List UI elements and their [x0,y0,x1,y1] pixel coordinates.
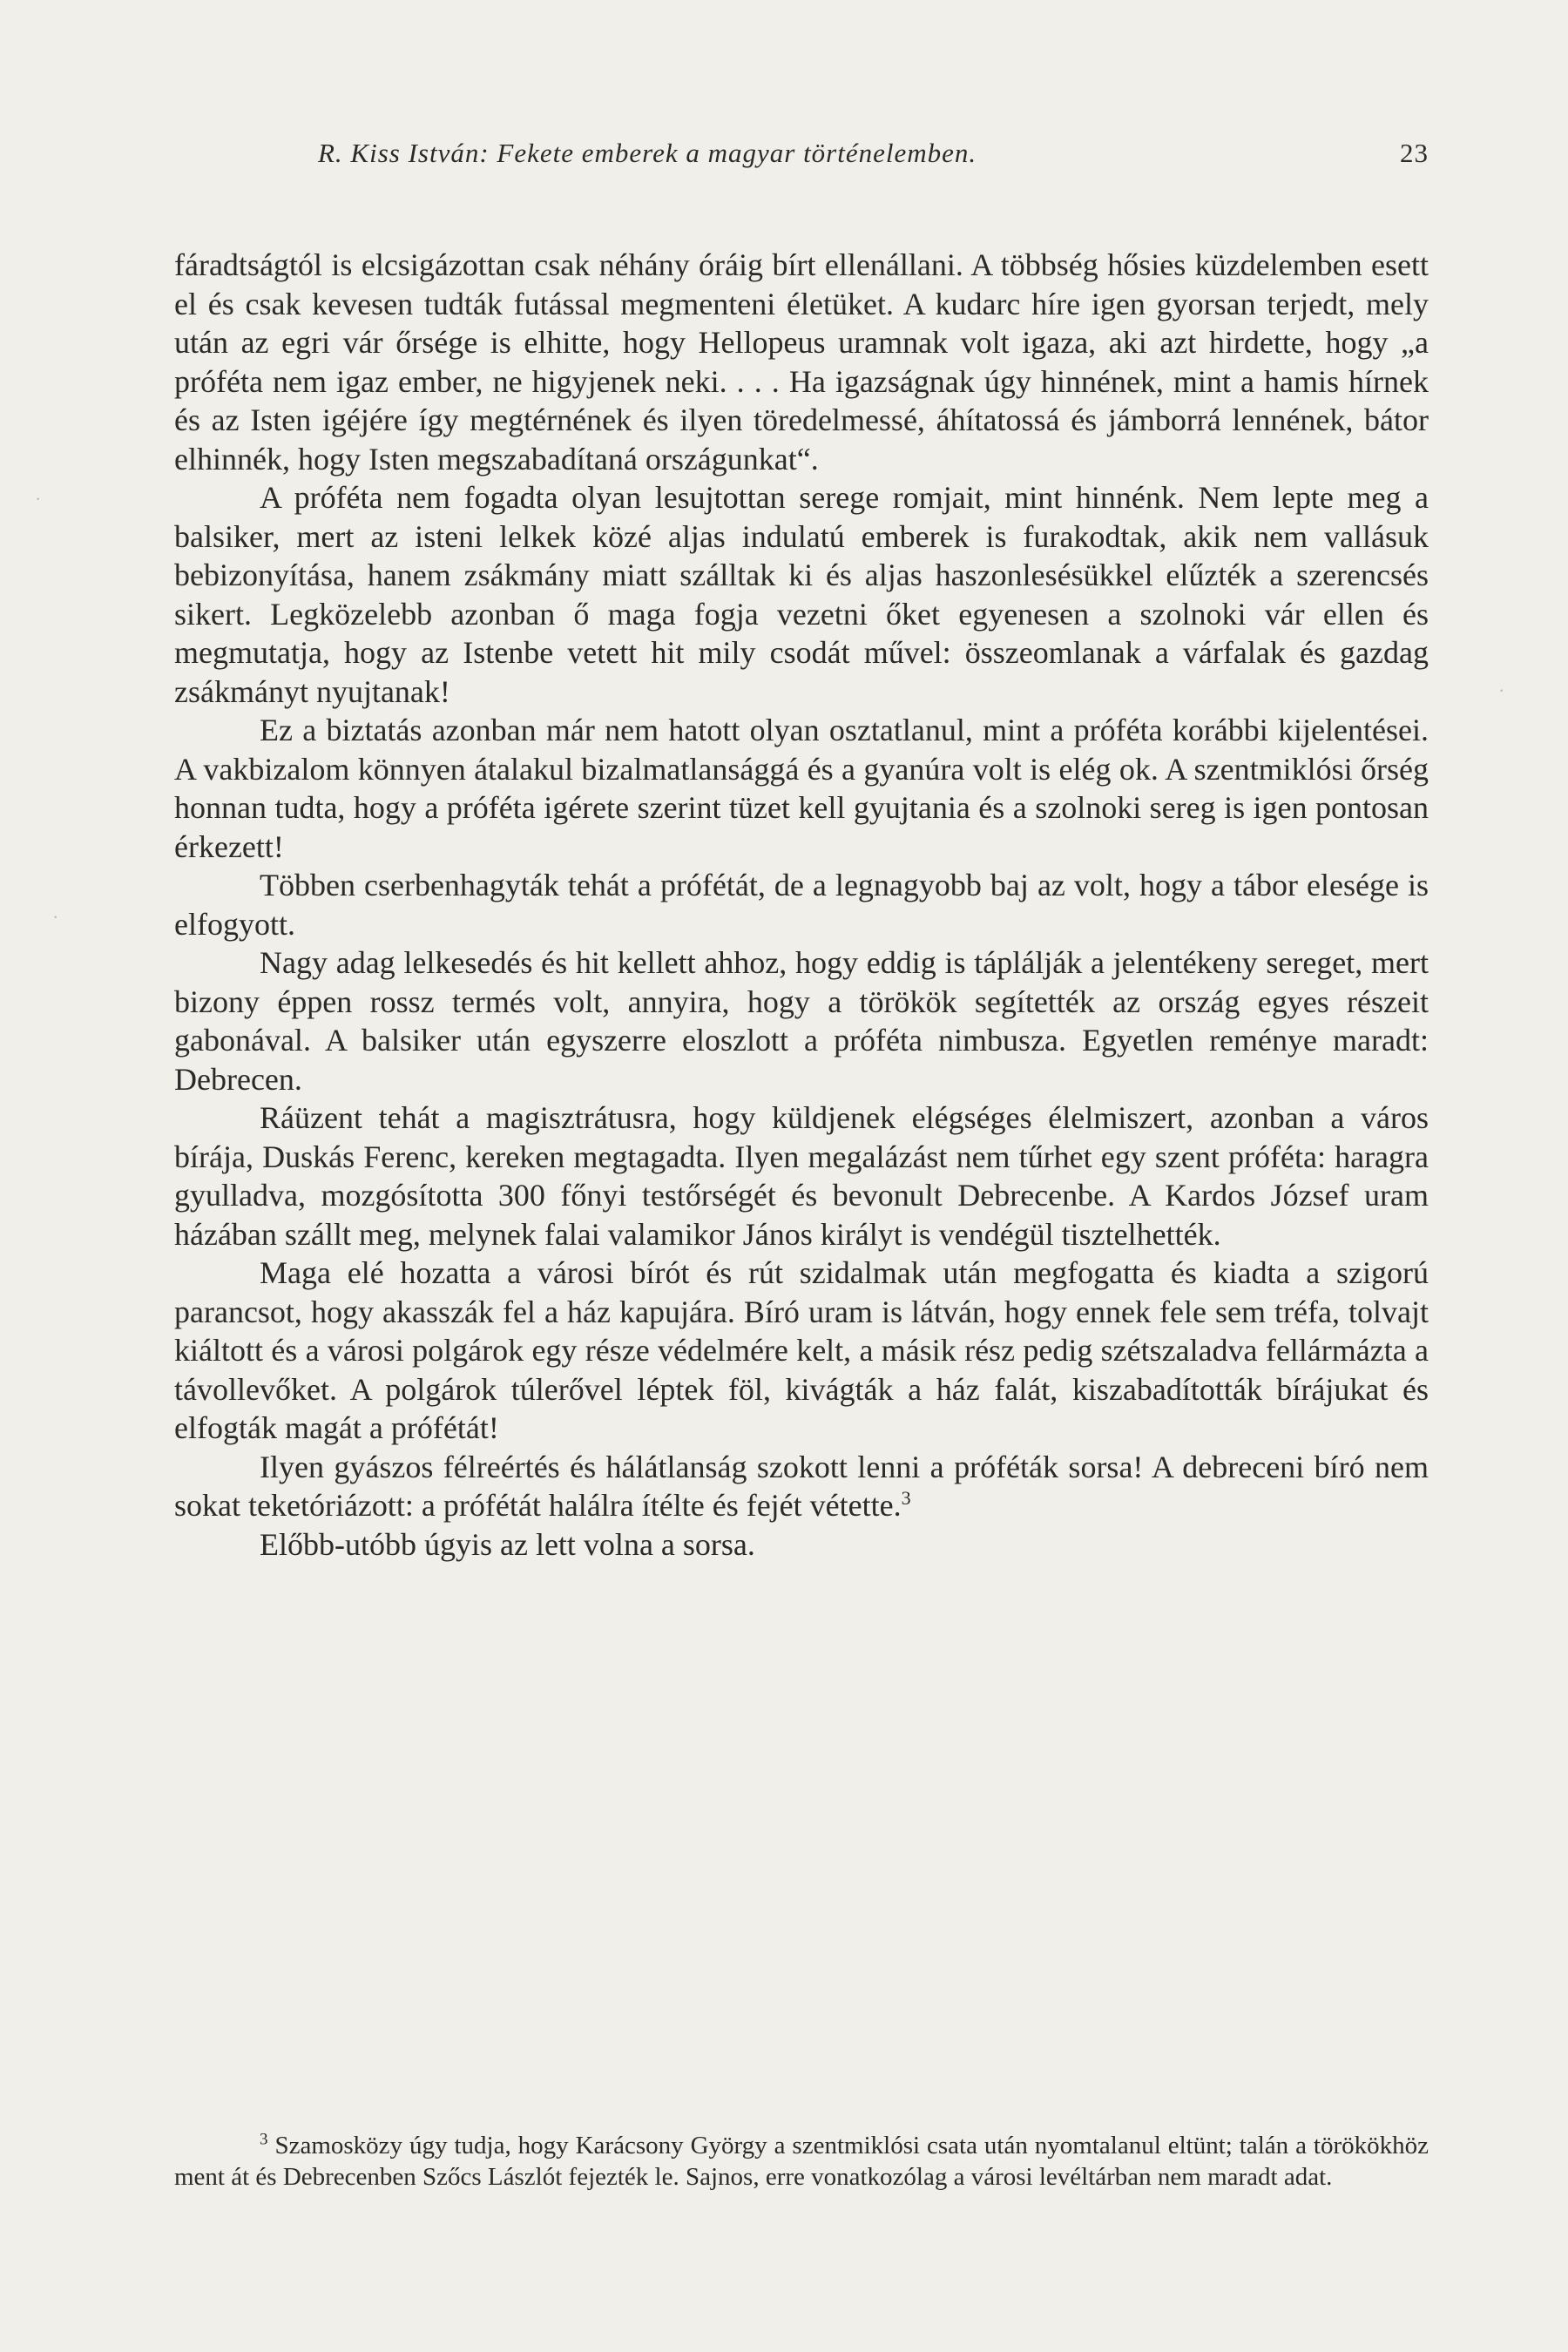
footnote-mark: 3 [260,2130,268,2149]
margin-speck: · [35,488,42,510]
paragraph: Ilyen gyászos félreértés és hálátlanság szokott lenni a próféták sorsa! A debreceni bíró nem sokat teketóriázott: a prófétát halálra ítélte és fejét vétette.$^3$ [174,1449,1429,1523]
paragraph: Ráüzent tehát a magisztrátusra, hogy küldjenek elégséges élelmiszert, azonban a város bírája, Duskás Ferenc, kereken megtagadta. Ilyen megalázást nem tűrhet egy szent próféta: haragra gyulladva, mozgósította 300 főnyi testőrségét és bevonult Debrecenbe. A Kardos József uram házában szállt meg, melynek falai valamikor János királyt is vendégül tisztelhették. [174,1100,1429,1252]
page-number: 23 [1400,138,1429,168]
paragraph: fáradtságtól is elcsigázottan csak néhány óráig bírt ellenállani. A többség hősies küzdelemben esett el és csak kevesen tudták futással megmenteni életüket. A kudarc híre igen gyorsan terjedt, mely után az egri vár őrsége is elhitte, hogy Hellopeus uramnak volt igaza, aki azt hirdette, hogy „a próféta nem igaz ember, ne higyjenek neki. . . . Ha igazságnak úgy hinnének, mint a hamis hírnek és az Isten igéjére így megtérnének és ilyen töredelmessé, áhítatossá és jámborrá lennének, bátor elhinnék, hogy Isten megszabadítaná országunkat“. [174,247,1429,476]
paragraph: Maga elé hozatta a városi bírót és rút szidalmak után megfogatta és kiadta a szigorú parancsot, hogy akasszák fel a ház kapujára. Bíró uram is látván, hogy ennek fele sem tréfa, tolvajt kiáltott és a városi polgárok egy része védelmére kelt, a másik rész pedig szétszaladva fellármázta a távollevőket. A polgárok túlerővel léptek föl, kivágták a ház falát, kiszabadították bírájukat és elfogták magát a prófétát! [174,1255,1429,1445]
paragraph: Előbb-utóbb úgyis az lett volna a sorsa. [260,1526,755,1562]
book-page [174,131,1429,2256]
running-header [174,131,1429,183]
paragraph: Nagy adag lelkesedés és hit kellett ahhoz, hogy eddig is táplálják a jelentékeny sereget, mert bizony éppen rossz termés volt, annyira, hogy a törökök segítették az ország egyes részeit gabonával. A balsiker után egyszerre eloszlott a próféta nimbusza. Egyetlen reménye maradt: Debrecen. [174,945,1429,1097]
margin-speck: · [1498,679,1505,701]
paragraph: Többen cserbenhagyták tehát a prófétát, de a legnagyobb baj az volt, hogy a tábor elesége is elfogyott. [174,868,1429,942]
paragraph: Ez a biztatás azonban már nem hatott olyan osztatlanul, mint a próféta korábbi kijelentései. A vakbizalom könnyen átalakul bizalmatlansággá és a gyanúra volt is elég ok. A szentmiklósi őrség honnan tudta, hogy a próféta igérete szerint tüzet kell gyujtania és a szolnoki sereg is igen pontosan érkezett! [174,713,1429,864]
margin-speck: · [52,906,59,928]
body-text [174,246,1429,1564]
paragraph: A próféta nem fogadta olyan lesujtottan serege romjait, mint hinnénk. Nem lepte meg a balsiker, mert az isteni lelkek közé aljas indulatú emberek is furakodtak, akik nem vallásuk bebizonyítása, hanem zsákmány miatt szálltak ki és aljas haszonlesésükkel elűzték a szerencsés sikert. Legközelebb azonban ő maga fogja vezetni őket egyenesen a szolnoki vár ellen és megmutatja, hogy az Istenbe vetett hit mily csodát művel: összeomlanak a várfalak és gazdag zsákmányt nyujtanak! [174,480,1429,709]
running-title: R. Kiss István: Fekete emberek a magyar történelemben. [318,138,977,168]
footnote-reference: 3 [901,1487,911,1509]
footnote-text: Szamosközy úgy tudja, hogy Karácsony György a szentmiklósi csata után nyomtalanul eltünt; talán a törökökhöz ment át és Debrecenben Szőcs Lászlót fejezték le. Sajnos, erre vonatkozólag a városi levéltárban nem maradt adat. [174,2132,1429,2191]
footnote [174,2130,1429,2193]
